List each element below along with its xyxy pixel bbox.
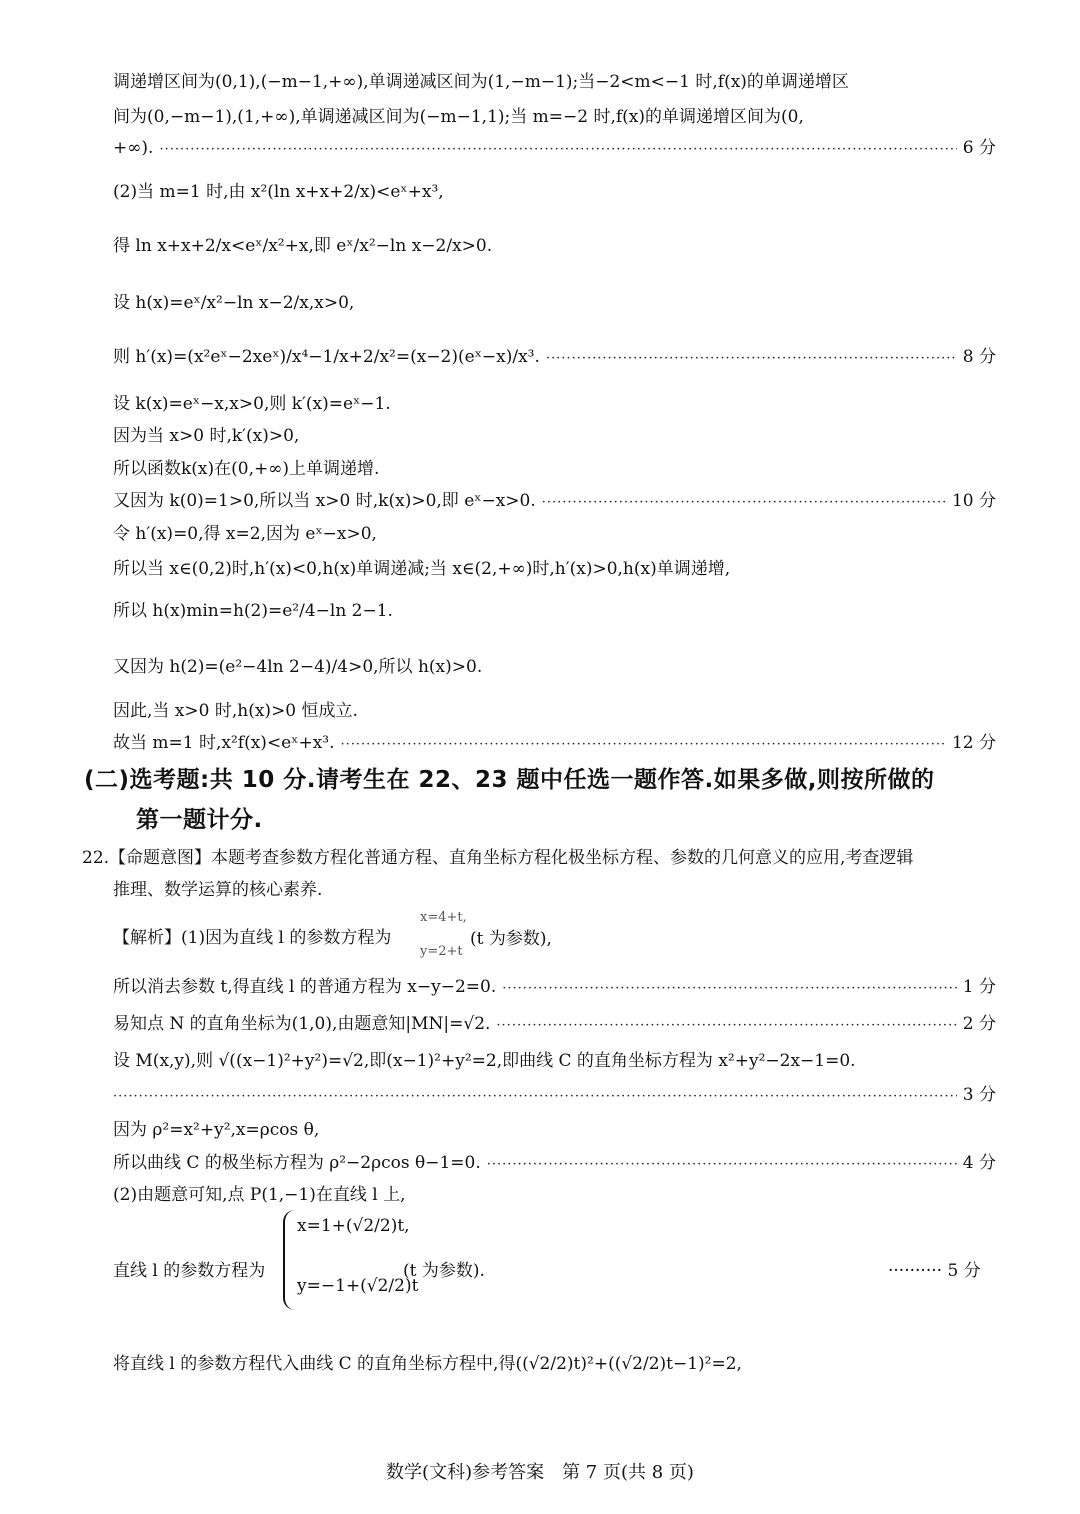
score-mark: 10 分 [951,491,996,511]
param-eq-y: y=−1+(√2/2)t [297,1276,419,1296]
score-mark: 8 分 [962,347,996,367]
param-note: (t 为参数). [403,1261,485,1281]
solution-line: 所以当 x∈(0,2)时,h′(x)<0,h(x)单调递减;当 x∈(2,+∞)时,h′(x)>0,h(x)单调递增, [113,559,731,579]
solution-line-scored [113,1083,996,1109]
score-mark: 1 分 [962,977,996,997]
score-mark: 3 分 [962,1085,996,1105]
solution-line: 调递增区间为(0,1),(−m−1,+∞),单调递减区间为(1,−m−1);当−2<m<−1 时,f(x)的单调递增区 [113,72,849,92]
solution-line: 将直线 l 的参数方程代入曲线 C 的直角坐标方程中,得((√2/2)t)²+((√2/2)t−1)²=2, [113,1354,742,1374]
param-note: (t 为参数), [470,929,552,949]
solution-line: 设 k(x)=eˣ−x,x>0,则 k′(x)=eˣ−1. [113,394,391,414]
solution-line: (2)由题意可知,点 P(1,−1)在直线 l 上, [113,1185,406,1205]
score-mark: 2 分 [962,1014,996,1034]
solution-line-scored: 故当 m=1 时,x²f(x)<eˣ+x³. ····· 12 分 [113,731,996,757]
solution-line: 得 ln x+x+2/x<eˣ/x²+x,即 eˣ/x²−ln x−2/x>0. [113,236,493,256]
page-footer: 数学(文科)参考答案 第 7 页(共 8 页) [386,1462,694,1483]
solution-line: (2)当 m=1 时,由 x²(ln x+x+2/x)<eˣ+x³, [113,182,444,202]
solution-line: 因为 ρ²=x²+y²,x=ρcos θ, [113,1120,320,1140]
brace-symbol [283,1210,297,1310]
solution-line-scored: 所以消去参数 t,得直线 l 的普通方程为 x−y−2=0. ····· 1 分 [113,975,996,1001]
section-heading-cont: 第一题计分. [136,807,263,833]
score-mark: ·········· 5 分 [888,1261,981,1281]
param-label: 直线 l 的参数方程为 [113,1261,266,1281]
q22-intent: 22.【命题意图】本题考查参数方程化普通方程、直角坐标方程化极坐标方程、参数的几何意义的应用,考查逻辑 [82,848,914,868]
solution-line: 又因为 h(2)=(e²−4ln 2−4)/4>0,所以 h(x)>0. [113,657,483,677]
solution-line: 令 h′(x)=0,得 x=2,因为 eˣ−x>0, [113,524,377,544]
section-heading: (二)选考题:共 10 分.请考生在 22、23 题中任选一题作答.如果多做,则按所做的 [84,767,935,793]
solution-line: 所以函数k(x)在(0,+∞)上单调递增. [113,459,380,479]
solution-line: 设 M(x,y),则 √((x−1)²+y²)=√2,即(x−1)²+y²=2,即曲线 C 的直角坐标方程为 x²+y²−2x−1=0. [113,1051,856,1071]
param-equation-block [113,1206,993,1316]
solution-line: 间为(0,−m−1),(1,+∞),单调递减区间为(−m−1,1);当 m=−2 时,f(x)的单调递增区间为(0, [113,107,804,127]
solution-line: 所以 h(x)min=h(2)=e²/4−ln 2−1. [113,601,393,621]
solution-line: 设 h(x)=eˣ/x²−ln x−2/x,x>0, [113,293,355,313]
param-eq-top: x=4+t, [420,910,467,925]
score-mark: 12 分 [951,733,996,753]
solution-line-scored: 所以曲线 C 的极坐标方程为 ρ²−2ρcos θ−1=0. ····· 4 分 [113,1151,996,1177]
param-eq-bottom: y=2+t [420,944,463,959]
solution-line-scored: +∞). ····· 6 分 [113,136,996,162]
score-mark: 6 分 [962,138,996,158]
solution-line: 因此,当 x>0 时,h(x)>0 恒成立. [113,701,358,721]
solution-line: 因为当 x>0 时,k′(x)>0, [113,426,300,446]
solution-line-scored: 又因为 k(0)=1>0,所以当 x>0 时,k(x)>0,即 eˣ−x>0. ····· 10 分 [113,489,996,515]
solution-line-scored: 易知点 N 的直角坐标为(1,0),由题意知|MN|=√2. ····· 2 分 [113,1012,996,1038]
q22-analysis-start: 【解析】(1)因为直线 l 的参数方程为 [113,928,392,948]
param-eq-x: x=1+(√2/2)t, [297,1216,410,1236]
q22-intent-cont: 推理、数学运算的核心素养. [113,880,323,900]
solution-line-scored: 则 h′(x)=(x²eˣ−2xeˣ)/x⁴−1/x+2/x²=(x−2)(eˣ−x)/x³. ····· 8 分 [113,345,996,371]
score-mark: 4 分 [962,1153,996,1173]
